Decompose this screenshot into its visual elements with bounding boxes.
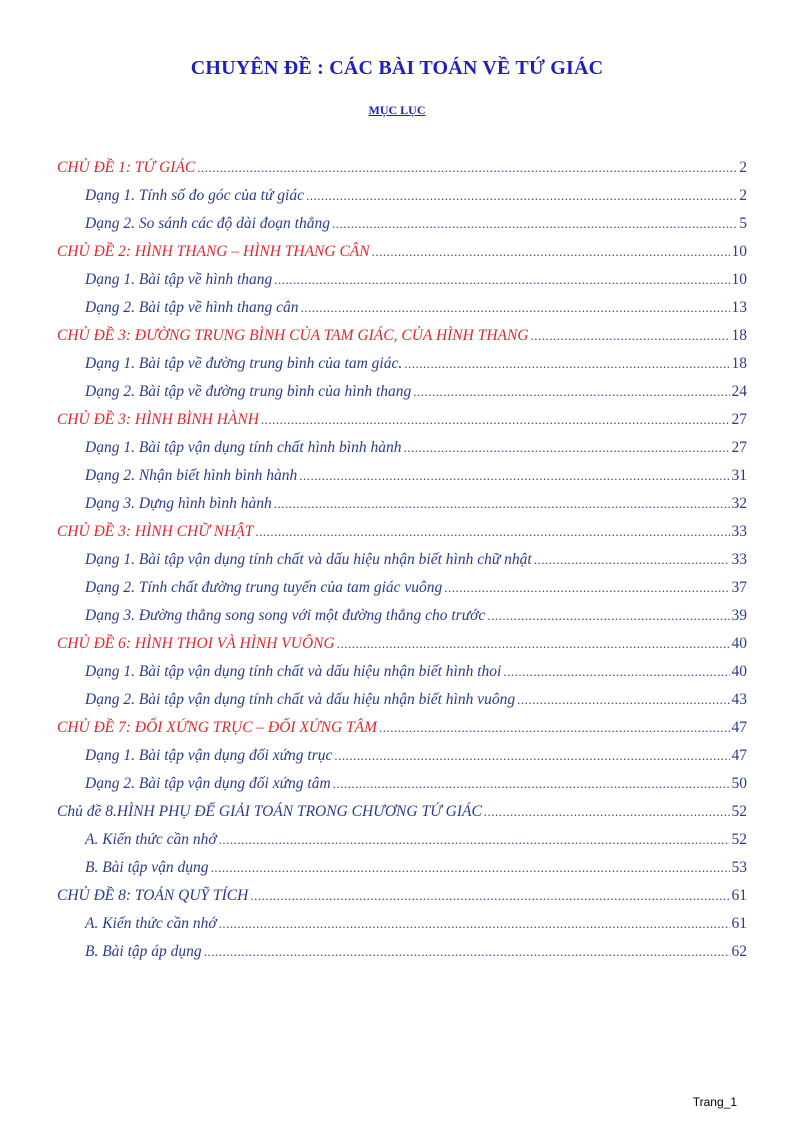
toc-section-link[interactable] xyxy=(57,378,747,406)
toc-page-number: 61 xyxy=(731,915,747,932)
dot-leader xyxy=(503,658,729,686)
dot-leader xyxy=(413,378,729,406)
toc-section-link[interactable] xyxy=(57,658,747,686)
toc-section-link[interactable] xyxy=(57,742,747,770)
toc-page-number: 10 xyxy=(731,243,747,260)
toc-section-link[interactable] xyxy=(57,266,747,294)
page-title: CHUYÊN ĐỀ : CÁC BÀI TOÁN VỀ TỨ GIÁC xyxy=(190,57,604,79)
toc-page-number: 47 xyxy=(731,719,747,736)
toc-entry-text: CHỦ ĐỀ 1: TỨ GIÁC xyxy=(57,159,196,176)
dot-leader xyxy=(306,182,737,210)
toc-entry-text: Dạng 1. Bài tập về đường trung bình của tam giác. xyxy=(85,355,403,372)
dot-leader xyxy=(219,826,730,854)
toc-entry-text: Dạng 3. Đường thẳng song song với một đường thẳng cho trước xyxy=(85,607,486,624)
toc-page-number: 47 xyxy=(731,747,747,764)
toc-page-number: 5 xyxy=(739,215,747,232)
toc-chapter-link[interactable] xyxy=(57,238,747,266)
toc-entry-text: CHỦ ĐỀ 3: HÌNH BÌNH HÀNH xyxy=(57,411,259,428)
toc-entry-text: CHỦ ĐỀ 2: HÌNH THANG – HÌNH THANG CÂN xyxy=(57,243,370,260)
dot-leader xyxy=(204,938,730,966)
toc-entry-text: CHỦ ĐỀ 8: TOÁN QUỸ TÍCH xyxy=(57,887,249,904)
toc-chapter-link[interactable] xyxy=(57,798,747,826)
toc-page-number: 33 xyxy=(731,551,747,568)
dot-leader xyxy=(299,462,729,490)
dot-leader xyxy=(250,882,729,910)
dot-leader xyxy=(219,910,730,938)
toc-section-link[interactable] xyxy=(57,350,747,378)
toc-section-link[interactable] xyxy=(57,770,747,798)
toc-chapter-link[interactable] xyxy=(57,406,747,434)
toc-section-link[interactable] xyxy=(57,294,747,322)
dot-leader xyxy=(197,154,737,182)
toc-section-link[interactable] xyxy=(57,182,747,210)
toc-section-link[interactable] xyxy=(57,602,747,630)
toc-entry-text: Dạng 1. Bài tập vận dụng tính chất và dấu hiệu nhận biết hình thoi xyxy=(85,663,502,680)
toc-entry-text: CHỦ ĐỀ 3: ĐƯỜNG TRUNG BÌNH CỦA TAM GIÁC, CỦA HÌNH THANG xyxy=(57,327,529,344)
dot-leader xyxy=(403,434,729,462)
dot-leader xyxy=(255,518,729,546)
toc-entry-text: A. Kiến thức cần nhớ xyxy=(85,831,217,848)
toc-entry-text: CHỦ ĐỀ 3: HÌNH CHỮ NHẬT xyxy=(57,523,254,540)
dot-leader xyxy=(337,630,730,658)
toc-page-number: 18 xyxy=(731,355,747,372)
toc-entry-text: Dạng 1. Tính số đo góc của tứ giác xyxy=(85,187,304,204)
dot-leader xyxy=(274,490,730,518)
dot-leader xyxy=(261,406,730,434)
dot-leader xyxy=(332,210,737,238)
toc-page-number: 24 xyxy=(731,383,747,400)
toc-page-number: 32 xyxy=(731,495,747,512)
toc-entry-text: Dạng 3. Dựng hình bình hành xyxy=(85,495,272,512)
dot-leader xyxy=(404,350,729,378)
toc-section-link[interactable] xyxy=(57,826,747,854)
toc-entry-text: Dạng 1. Bài tập vận dụng đối xứng trục xyxy=(85,747,333,764)
dot-leader xyxy=(211,854,730,882)
toc-page-number: 31 xyxy=(731,467,747,484)
toc-section-link[interactable] xyxy=(57,686,747,714)
table-of-contents xyxy=(57,154,747,966)
toc-page-number: 61 xyxy=(731,887,747,904)
toc-chapter-link[interactable] xyxy=(57,882,747,910)
toc-chapter-link[interactable] xyxy=(57,518,747,546)
dot-leader xyxy=(534,546,730,574)
toc-entry-text: CHỦ ĐỀ 6: HÌNH THOI VÀ HÌNH VUÔNG xyxy=(57,635,335,652)
dot-leader xyxy=(333,770,730,798)
toc-page-number: 62 xyxy=(731,943,747,960)
toc-page-number: 53 xyxy=(731,859,747,876)
toc-page-number: 40 xyxy=(731,663,747,680)
toc-page-number: 2 xyxy=(739,159,747,176)
toc-entry-text: Dạng 2. Bài tập về đường trung bình của hình thang xyxy=(85,383,412,400)
toc-page-number: 43 xyxy=(731,691,747,708)
toc-entry-text: Dạng 2. Bài tập về hình thang cân xyxy=(85,299,299,316)
dot-leader xyxy=(372,238,730,266)
toc-page-number: 39 xyxy=(731,607,747,624)
toc-page-number: 52 xyxy=(731,831,747,848)
toc-section-link[interactable] xyxy=(57,210,747,238)
toc-page-number: 10 xyxy=(731,271,747,288)
page-number: Trang_1 xyxy=(692,1095,737,1109)
toc-entry-text: B. Bài tập vận dụng xyxy=(85,859,209,876)
toc-entry-text: Dạng 2. Tính chất đường trung tuyến của tam giác vuông xyxy=(85,579,443,596)
toc-page-number: 13 xyxy=(731,299,747,316)
toc-entry-text: A. Kiến thức cần nhớ xyxy=(85,915,217,932)
toc-page-number: 50 xyxy=(731,775,747,792)
dot-leader xyxy=(531,322,730,350)
toc-chapter-link[interactable] xyxy=(57,322,747,350)
toc-entry-text: CHỦ ĐỀ 7: ĐỐI XỨNG TRỤC – ĐỐI XỨNG TÂM xyxy=(57,719,378,736)
toc-chapter-link[interactable] xyxy=(57,630,747,658)
toc-section-link[interactable] xyxy=(57,462,747,490)
toc-section-link[interactable] xyxy=(57,910,747,938)
dot-leader xyxy=(517,686,729,714)
dot-leader xyxy=(334,742,729,770)
toc-page-number: 33 xyxy=(731,523,747,540)
toc-entry-text: Dạng 2. So sánh các độ dài đoạn thẳng xyxy=(85,215,330,232)
toc-section-link[interactable] xyxy=(57,490,747,518)
toc-page-number: 37 xyxy=(731,579,747,596)
toc-section-link[interactable] xyxy=(57,546,747,574)
toc-section-link[interactable] xyxy=(57,574,747,602)
toc-section-link[interactable] xyxy=(57,434,747,462)
dot-leader xyxy=(487,602,729,630)
toc-heading: MỤC LỤC xyxy=(368,103,426,117)
dot-leader xyxy=(379,714,729,742)
dot-leader xyxy=(301,294,730,322)
dot-leader xyxy=(444,574,729,602)
toc-page-number: 40 xyxy=(731,635,747,652)
toc-page-number: 52 xyxy=(731,803,747,820)
toc-page-number: 18 xyxy=(731,327,747,344)
toc-entry-text: Dạng 1. Bài tập về hình thang xyxy=(85,271,273,288)
dot-leader xyxy=(484,798,730,826)
toc-section-link[interactable] xyxy=(57,938,747,966)
toc-entry-text: B. Bài tập áp dụng xyxy=(85,943,202,960)
toc-entry-text: Dạng 2. Nhận biết hình bình hành xyxy=(85,467,298,484)
toc-entry-text: Dạng 1. Bài tập vận dụng tính chất hình bình hành xyxy=(85,439,402,456)
toc-entry-text: Chủ đề 8.HÌNH PHỤ ĐỂ GIẢI TOÁN TRONG CHƯƠNG TỨ GIÁC xyxy=(57,803,482,820)
toc-section-link[interactable] xyxy=(57,854,747,882)
dot-leader xyxy=(274,266,729,294)
toc-chapter-link[interactable] xyxy=(57,714,747,742)
toc-page-number: 27 xyxy=(731,411,747,428)
toc-page-number: 27 xyxy=(731,439,747,456)
toc-entry-text: Dạng 1. Bài tập vận dụng tính chất và dấu hiệu nhận biết hình chữ nhật xyxy=(85,551,532,568)
toc-page-number: 2 xyxy=(739,187,747,204)
toc-entry-text: Dạng 2. Bài tập vận dụng đối xứng tâm xyxy=(85,775,331,792)
toc-chapter-link[interactable] xyxy=(57,154,747,182)
toc-entry-text: Dạng 2. Bài tập vận dụng tính chất và dấu hiệu nhận biết hình vuông xyxy=(85,691,516,708)
